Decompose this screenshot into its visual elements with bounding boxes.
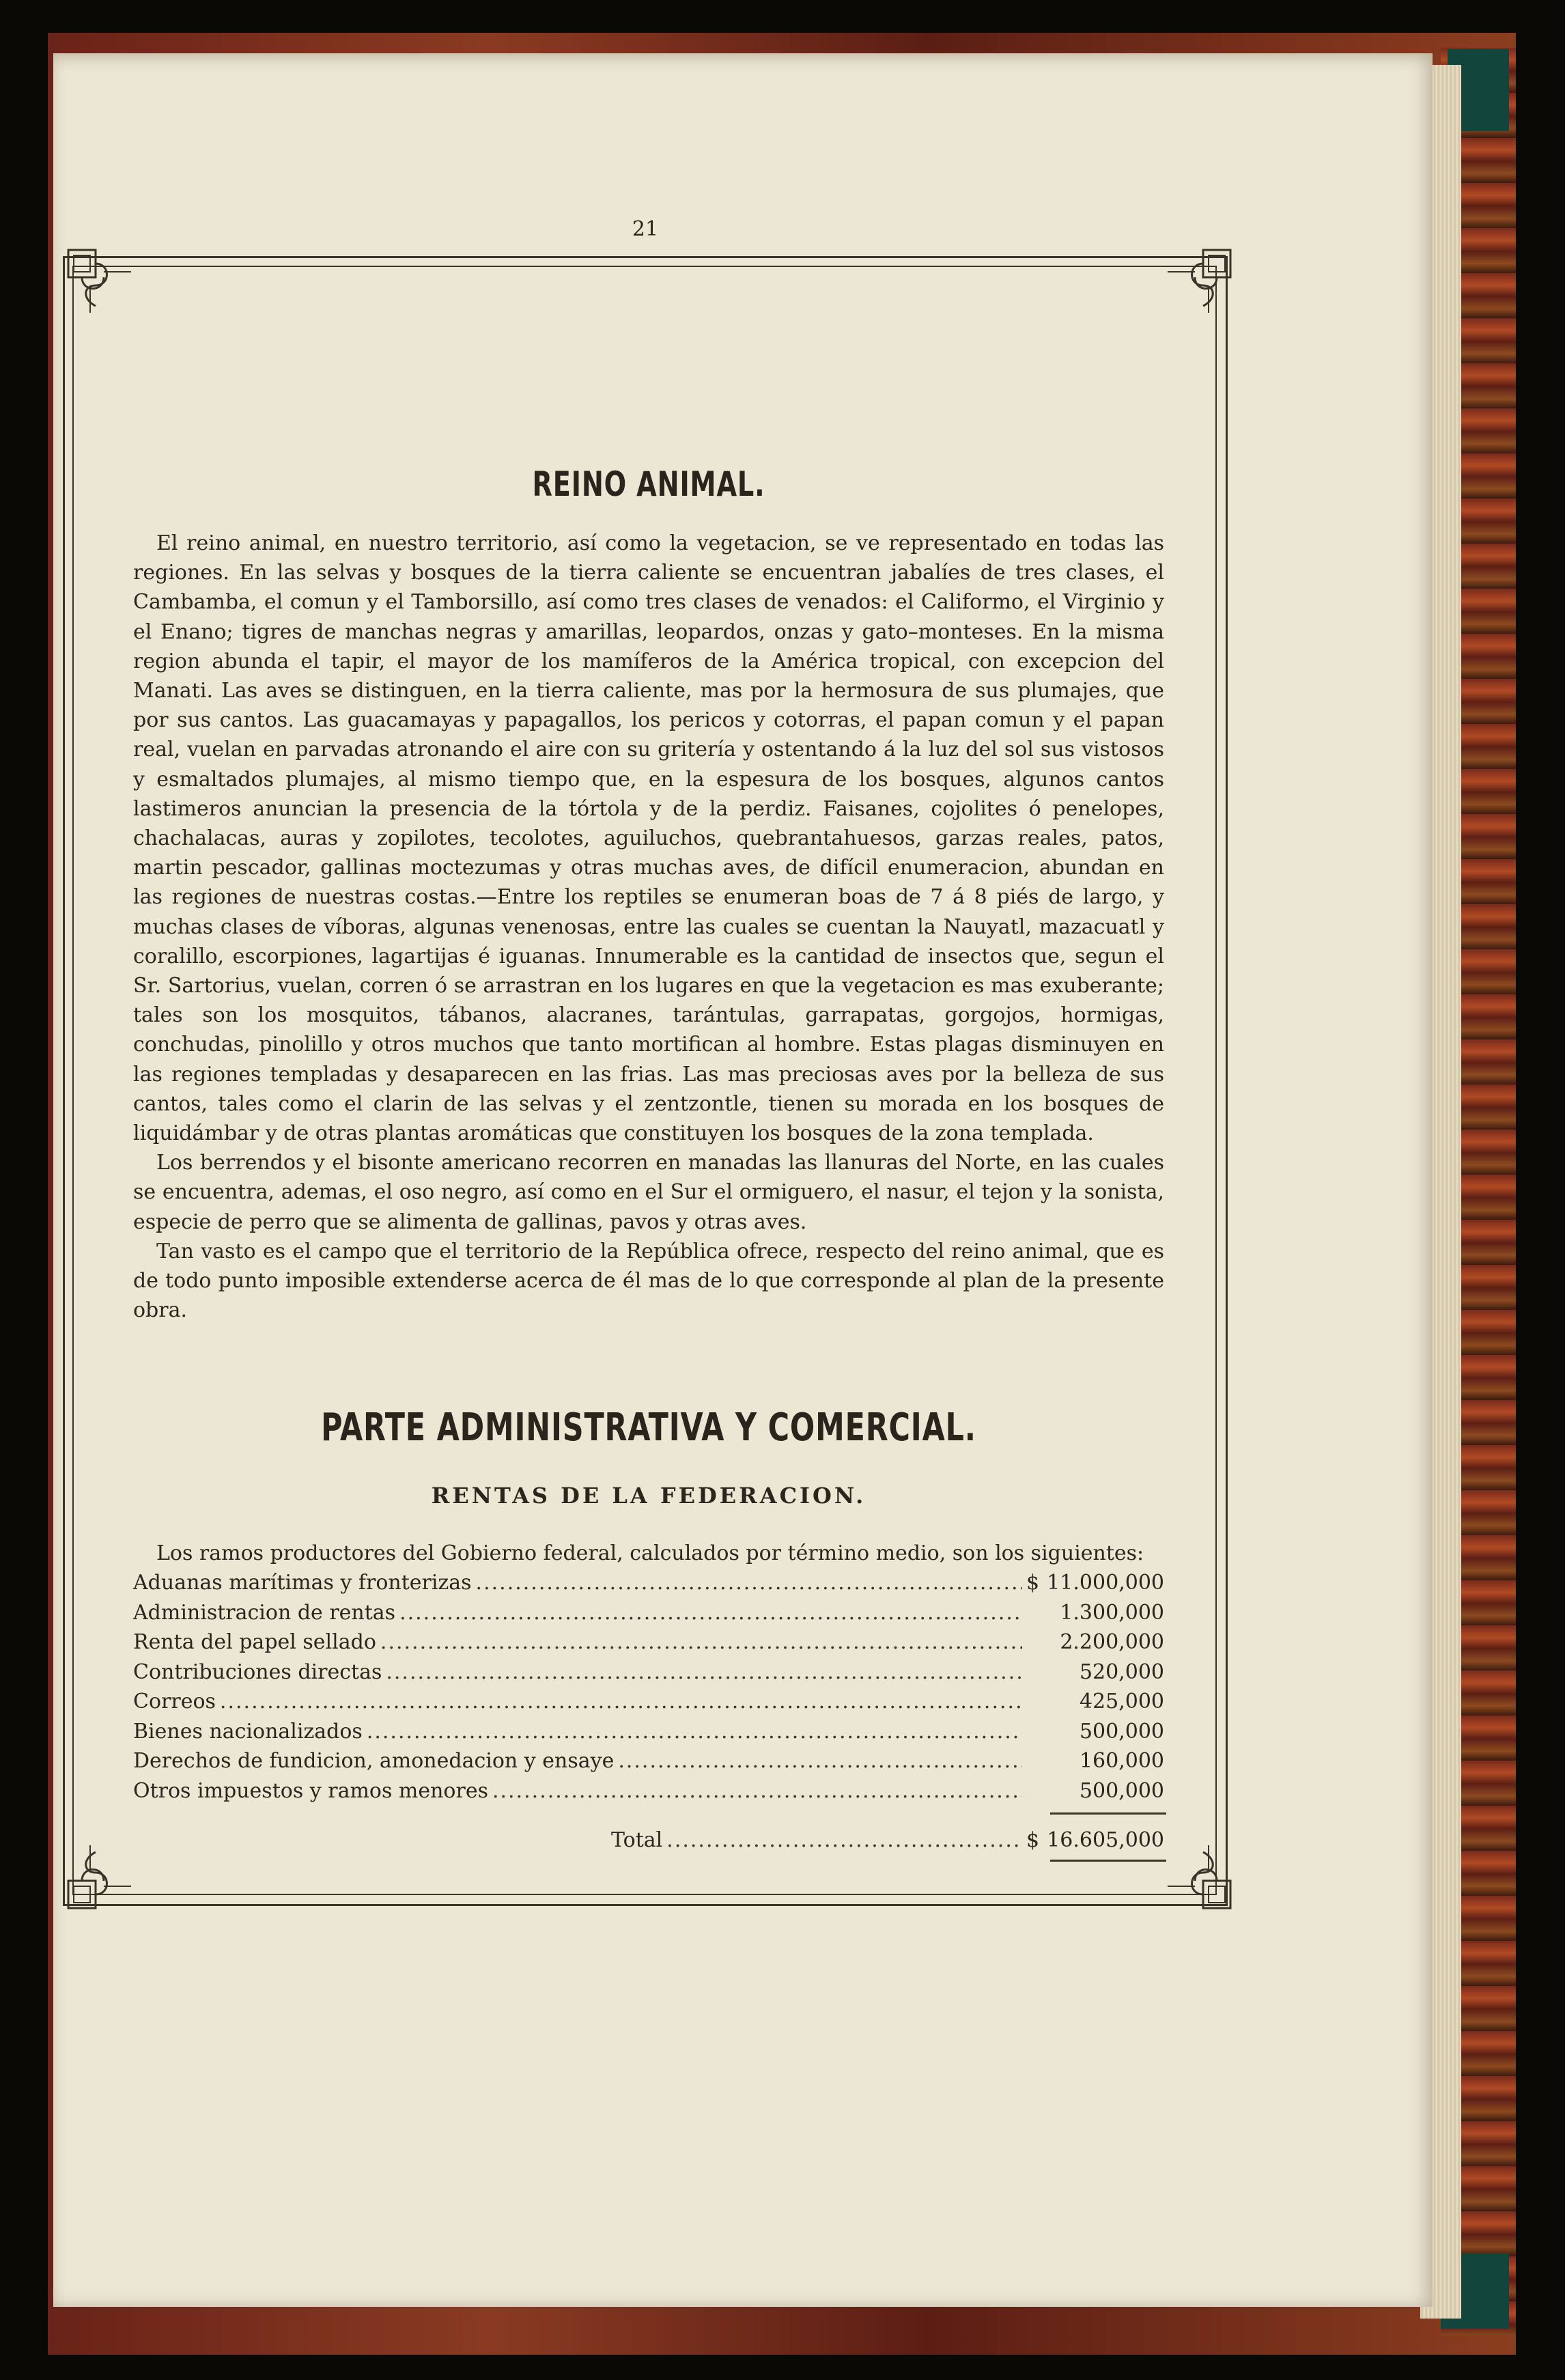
row-label: Contribuciones directas — [133, 1660, 382, 1684]
leader-dots — [367, 1717, 1022, 1747]
table-row — [133, 1598, 1164, 1628]
leader-dots — [399, 1598, 1022, 1628]
leader-dots — [618, 1746, 1022, 1776]
row-label: Correos — [133, 1690, 216, 1714]
section-title-reino-animal: REINO ANIMAL. — [532, 464, 765, 504]
intro-text: Los ramos productores del Gobierno federal, calculados por término medio, son los siguientes: — [156, 1541, 1144, 1566]
row-label: Bienes nacionalizados — [133, 1719, 363, 1744]
table-row — [133, 1627, 1164, 1657]
table-row — [133, 1568, 1164, 1598]
row-label: Otros impuestos y ramos menores — [133, 1778, 488, 1803]
leader-dots — [380, 1627, 1022, 1657]
row-value: 520,000 — [1079, 1660, 1164, 1684]
total-label: Total — [611, 1828, 663, 1853]
page-number: 21 — [632, 217, 659, 241]
total-rule-bottom — [1050, 1860, 1166, 1862]
table-row — [133, 1776, 1164, 1806]
leader-dots — [220, 1687, 1022, 1717]
row-value: 11.000,000 — [1047, 1571, 1164, 1595]
table-row — [133, 1746, 1164, 1776]
row-value: 500,000 — [1079, 1719, 1164, 1744]
row-value: 425,000 — [1079, 1690, 1164, 1714]
paragraph-2: Los berrendos y el bisonte americano recorren en manadas las llanuras del Norte, en las cuales se encuentra, ademas, el oso negro, así como en el Sur el ormiguero, el nasur, el tejon y la sonista, especie de perro que se alimenta de gallinas, pavos y otras aves. — [133, 1151, 1164, 1234]
page-content — [133, 464, 1164, 1862]
row-label: Aduanas marítimas y fronterizas — [133, 1571, 472, 1595]
paragraph-3: Tan vasto es el campo que el territorio de la República ofrece, respecto del reino animal, que es de todo punto imposible extenderse acerca de él mas de lo que corresponde al plan de la presente obra. — [133, 1239, 1164, 1323]
leader-dots — [492, 1776, 1022, 1806]
corner-ornament-top-left — [63, 244, 138, 320]
leader-dots — [666, 1825, 1022, 1856]
section-title-parte-administrativa: PARTE ADMINISTRATIVA Y COMERCIAL. — [321, 1405, 976, 1451]
total-currency: $ — [1026, 1828, 1040, 1853]
row-value: 500,000 — [1079, 1778, 1164, 1803]
total-row — [133, 1825, 1164, 1856]
table-row — [133, 1657, 1164, 1688]
total-rule-top — [1050, 1812, 1166, 1815]
row-currency: $ — [1026, 1571, 1040, 1595]
paragraph-1: El reino animal, en nuestro territorio, así como la vegetacion, se ve representado en todas las regiones. En las selvas y bosques de la tierra caliente se encuentran jabalíes de tres clases, el Cambamba, el comun y el Tamborsillo, así como tres clases de venados: el Califormo, el Virginio y el Enano; tigres de manchas negras y amarillas, leopardos, onzas y gato–monteses. En la misma region abunda el tapir, el mayor de los mamíferos de la América tropical, con excepcion del Manati. Las aves se distinguen, en la tierra caliente, mas por la hermosura de sus plumajes, que por sus cantos. Las guacamayas y papagallos, los pericos y cotorras, el papan comun y el papan real, vuelan en parvadas atronando el aire con su gritería y ostentando á la luz del sol sus vistosos y esmaltados plumajes, al mismo tiempo que, en la espesura de los bosques, algunos cantos lastimeros anuncian la presencia de la tórtola y de la perdiz. Faisanes, cojolites ó penelopes, chachalacas, auras y zopilotes, tecolotes, aguiluchos, quebrantahuesos, garzas reales, patos, martin pescador, gallinas moctezumas y otras muchas aves, de difícil enumeracion, abundan en las regiones de nuestras costas.—Entre los reptiles se enumeran boas de 7 á 8 piés de largo, y muchas clases de víboras, algunas venenosas, entre las cuales se cuentan la Nauyatl, mazacuatl y coralillo, escorpiones, lagartijas é iguanas. Innumerable es la cantidad de insectos que, segun el Sr. Sartorius, vuelan, corren ó se arrastran en los lugares en que la vegetacion es mas exuberante; tales son los mosquitos, tábanos, alacranes, tarántulas, garrapatas, gorgojos, hormigas, conchudas, pinolillo y otros muchos que tanto mortifican al hombre. Estas plagas disminuyen en las regiones templadas y desaparecen en las frias. Las mas preciosas aves por la belleza de sus cantos, tales como el clarin de las selvas y el zentzontle, tienen su morada en los bosques de liquidámbar y de otras plantas aromáticas que constituyen los bosques de la zona templada. — [133, 531, 1164, 1146]
leader-dots — [476, 1568, 1022, 1598]
corner-ornament-bottom-left — [63, 1838, 138, 1914]
leader-dots — [386, 1657, 1022, 1688]
revenue-table — [133, 1568, 1164, 1862]
corner-ornament-top-right — [1161, 244, 1236, 320]
corner-ornament-bottom-right — [1161, 1838, 1236, 1914]
row-label: Administracion de rentas — [133, 1600, 396, 1625]
row-value: 1.300,000 — [1060, 1600, 1164, 1625]
subtitle-rentas: RENTAS DE LA FEDERACION. — [431, 1483, 866, 1509]
table-row — [133, 1717, 1164, 1747]
total-value: 16.605,000 — [1047, 1828, 1164, 1853]
row-value: 160,000 — [1079, 1749, 1164, 1774]
row-value: 2.200,000 — [1060, 1630, 1164, 1655]
row-label: Renta del papel sellado — [133, 1630, 376, 1655]
table-row — [133, 1687, 1164, 1717]
row-label: Derechos de fundicion, amonedacion y ensaye — [133, 1749, 615, 1774]
